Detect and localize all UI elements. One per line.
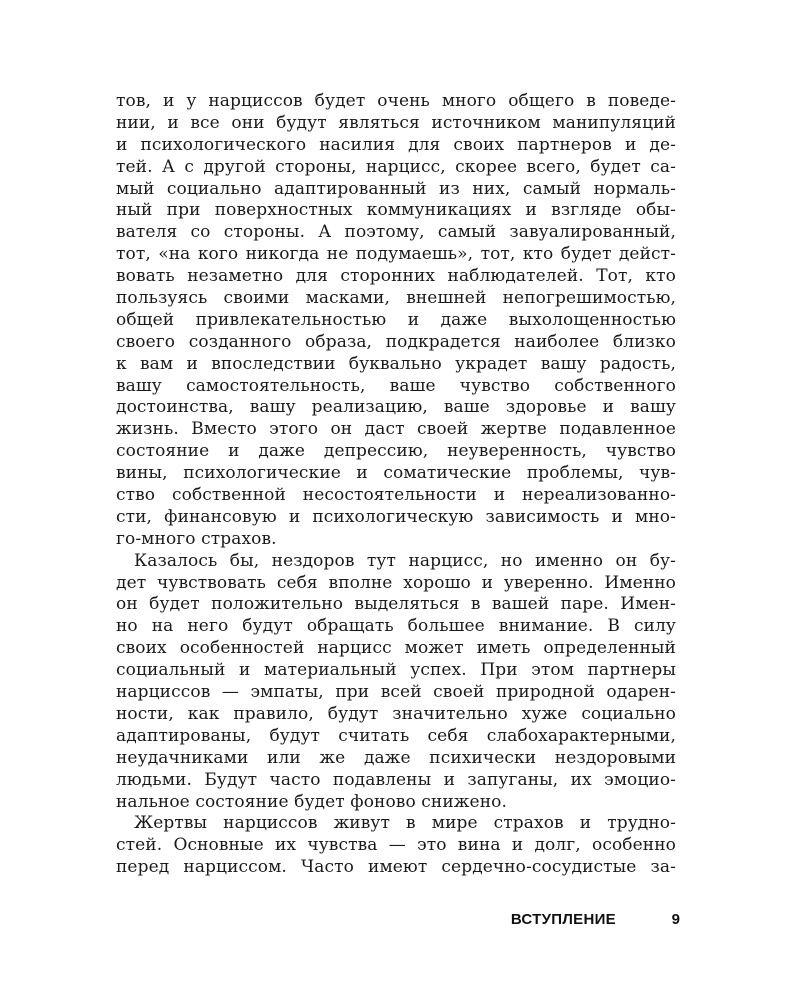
text-line: людьми. Будут часто подавлены и запуганы, их эмоцио- [116, 769, 676, 790]
text-line: стей. Основные их чувства — это вина и долг, особенно [116, 835, 676, 856]
text-line: перед нарциссом. Часто имеют сердечно-сосудистые за- [116, 857, 676, 878]
text-line: достоинства, вашу реализацию, ваше здоровье и вашу [116, 397, 676, 418]
text-line: но на него будут обращать большее внимание. В силу [116, 616, 676, 637]
paragraph-start-line: Жертвы нарциссов живут в мире страхов и трудно- [134, 813, 676, 834]
paragraph-start-line: Казалось бы, нездоров тут нарцисс, но именно он бу- [134, 550, 676, 571]
text-line: жизнь. Вместо этого он даст своей жертве подавленное [116, 419, 676, 440]
body-text [116, 91, 676, 879]
text-line: дет чувствовать себя вполне хорошо и уверенно. Именно [116, 572, 676, 593]
text-line: состояние и даже депрессию, неуверенность, чувство [116, 441, 676, 462]
page-footer [116, 911, 680, 931]
text-line: сти, финансовую и психологическую зависимость и мно- [116, 506, 676, 527]
text-line: общей привлекательностью и даже выхолощенностью [116, 309, 676, 330]
text-line: адаптированы, будут считать себя слабохарактерными, [116, 725, 676, 746]
text-line: ство собственной несостоятельности и нереализованно- [116, 485, 676, 506]
text-line: своего созданного образа, подкрадется наиболее близко [116, 331, 676, 352]
section-title: ВСТУПЛЕНИЕ [510, 911, 616, 928]
text-line: нальное состояние будет фоново снижено. [116, 791, 507, 812]
text-line: ности, как правило, будут значительно хуже социально [116, 703, 676, 724]
text-line: нии, и все они будут являться источником манипуляций [116, 112, 676, 133]
text-line: тов, и у нарциссов будет очень много общего в поведе- [116, 91, 676, 111]
text-line: социальный и материальный успех. При этом партнеры [116, 660, 676, 681]
text-line: мый социально адаптированный из них, самый нормаль- [116, 178, 676, 199]
page-number: 9 [671, 911, 680, 928]
text-line: ный при поверхностных коммуникациях и взгляде обы- [116, 200, 676, 221]
text-line: нарциссов — эмпаты, при всей своей природной одарен- [116, 682, 676, 703]
text-line: и психологического насилия для своих партнеров и де- [116, 134, 676, 155]
text-line: он будет положительно выделяться в вашей паре. Имен- [116, 594, 676, 615]
text-line: тей. А с другой стороны, нарцисс, скорее всего, будет са- [116, 156, 676, 177]
text-line: го-много страхов. [116, 528, 277, 549]
text-line: вовать незаметно для сторонних наблюдателей. Тот, кто [116, 266, 676, 287]
text-line: вашу самостоятельность, ваше чувство собственного [116, 375, 676, 396]
text-line: тот, «на кого никогда не подумаешь», тот, кто будет дейст- [116, 244, 676, 265]
text-line: своих особенностей нарцисс может иметь определенный [116, 638, 676, 659]
text-line: к вам и впоследствии буквально украдет вашу радость, [116, 353, 676, 374]
text-line: вины, психологические и соматические проблемы, чув- [116, 463, 676, 484]
text-line: пользуясь своими масками, внешней непогрешимостью, [116, 288, 676, 309]
text-line: неудачниками или же даже психически нездоровыми [116, 747, 676, 768]
text-line: вателя со стороны. А поэтому, самый завуалированный, [116, 222, 676, 243]
